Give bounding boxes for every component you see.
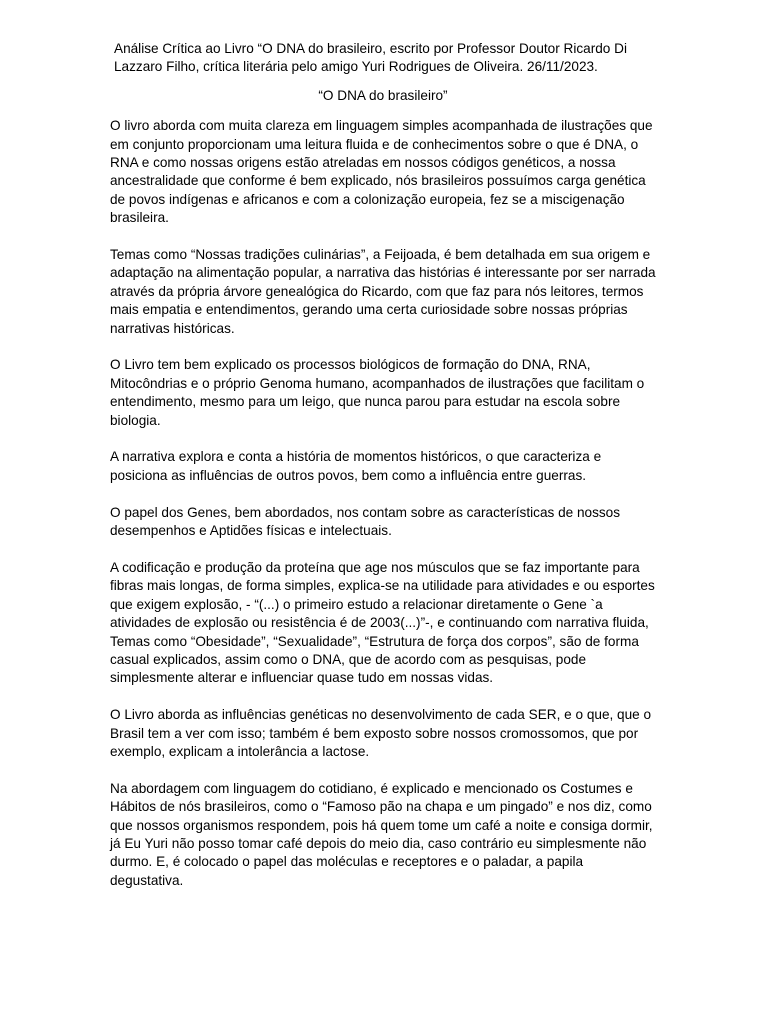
paragraph-5: O papel dos Genes, bem abordados, nos contam sobre as características de nossos desempenhos e Aptidões físicas e intelectuais. xyxy=(110,504,621,539)
paragraph-6: A codificação e produção da proteína que age nos músculos que se faz importante para fibras mais longas, de forma simples, explica-se na utilidade para atividades e ou esportes que exigem explosão, - “(...) o primeiro estudo a relacionar diretamente o Gene `a atividades de explosão ou resistência é de 2003(...)”-, e continuando com narrativa fluida, Temas como “Obesidade”, “Sexualidade”, “Estrutura de força dos corpos”, são de forma casual explicados, assim como o DNA, que de acordo com as pesquisas, pode simplesmente alterar e influenciar quase tudo em nossas vidas. xyxy=(110,559,655,686)
paragraph-2: Temas como “Nossas tradições culinárias”, a Feijoada, é bem detalhada em sua origem e adaptação na alimentação popular, a narrativa das histórias é interessante por ser narrada através da própria árvore genealógica do Ricardo, com que faz para nós leitores, termos mais empatia e entendimentos, gerando uma certa curiosidade sobre nossas próprias narrativas históricas. xyxy=(110,247,656,336)
document-body xyxy=(110,40,656,909)
paragraph-7: O Livro aborda as influências genéticas no desenvolvimento de cada SER, e o que, que o Brasil tem a ver com isso; também é bem exposto sobre nossos cromossomos, que por exemplo, explicam a intolerância a lactose. xyxy=(110,707,652,759)
paragraph-8: Na abordagem com linguagem do cotidiano, é explicado e mencionado os Costumes e Hábitos de nós brasileiros, como o “Famoso pão na chapa e um pingado” e nos diz, como que nossos organismos respondem, pois há quem tome um café a noite e consiga dormir, já Eu Yuri não posso tomar café depois do meio dia, caso contrário eu simplesmente não durmo. E, é colocado o papel das moléculas e receptores e o paladar, a papila degustativa. xyxy=(110,780,653,888)
paragraph-4: A narrativa explora e conta a história de momentos históricos, o que caracteriza e posiciona as influências de outros povos, bem como a influência entre guerras. xyxy=(110,449,602,483)
paragraph-1: O livro aborda com muita clareza em linguagem simples acompanhada de ilustrações que em conjunto proporcionam uma leitura fluida e de conhecimentos sobre o que é DNA, o RNA e como nossas origens estão atreladas em nossos códigos genéticos, a nossa ancestralidade que conforme é bem explicado, nós brasileiros possuímos carga genética de povos indígenas e africanos e com a colonização europeia, fez se a miscigenação brasileira. xyxy=(110,118,653,226)
paragraph-3: O Livro tem bem explicado os processos biológicos de formação do DNA, RNA, Mitocôndrias e o próprio Genoma humano, acompanhados de ilustrações que facilitam o entendimento, mesmo para um leigo, que nunca parou para estudar na escola sobre biologia. xyxy=(110,357,645,428)
document-header: Análise Crítica ao Livro “O DNA do brasileiro, escrito por Professor Doutor Ricardo Di Lazzaro Filho, crítica literária pelo amigo Yuri Rodrigues de Oliveira. 26/11/2023. xyxy=(114,41,627,75)
document-title: “O DNA do brasileiro” xyxy=(318,87,448,103)
